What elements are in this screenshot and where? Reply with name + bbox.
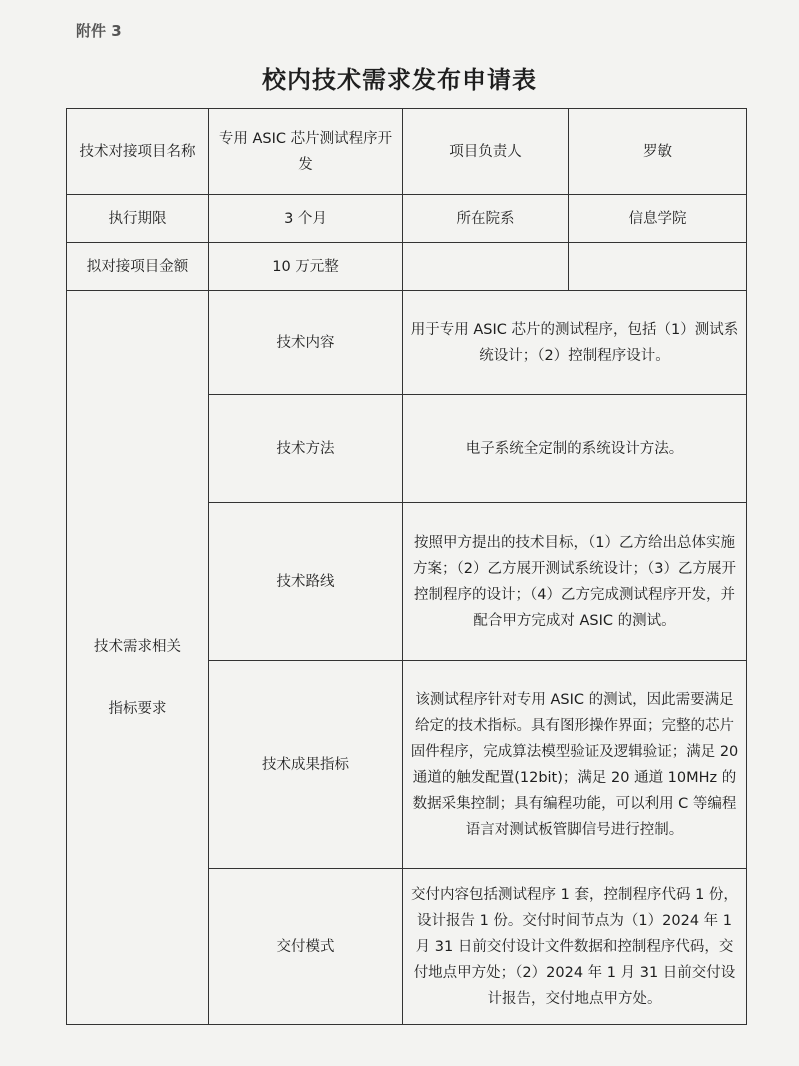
application-form-table (66, 108, 747, 1025)
dept-label: 所在院系 (403, 195, 569, 243)
tech-result-text: 该测试程序针对专用 ASIC 的测试，因此需要满足给定的技术指标。具有图形操作界面；完整的芯片固件程序，完成算法模型验证及逻辑验证；满足 20 通道的触发配置(12bit)；满足 20 通道 10MHz 的数据采集控制；具有编程功能，可以利用 C 等编程语言对测试板管脚信号进行控制。 (403, 661, 747, 869)
tech-route-label: 技术路线 (209, 503, 403, 661)
delivery-label: 交付模式 (209, 869, 403, 1025)
form-title: 校内技术需求发布申请表 (262, 66, 537, 94)
tech-content-text-body: 用于专用 ASIC 芯片的测试程序，包括（1）测试系统设计；（2）控制程序设计。 (410, 321, 739, 364)
amount-value: 10 万元整 (209, 243, 403, 291)
table-row (67, 195, 747, 243)
amount-label: 拟对接项目金额 (67, 243, 209, 291)
tech-route-text: 按照甲方提出的技术目标，（1）乙方给出总体实施方案；（2）乙方展开测试系统设计；（3）乙方展开控制程序的设计；（4）乙方完成测试程序开发，并配合甲方完成对 ASIC 的测试。 (403, 503, 747, 661)
requirements-label-line1: 技术需求相关 (94, 638, 181, 655)
tech-content-text (403, 291, 747, 395)
table-row (67, 291, 747, 395)
requirements-group-label (67, 291, 209, 1025)
period-value: 3 个月 (209, 195, 403, 243)
tech-result-label: 技术成果指标 (209, 661, 403, 869)
project-name-value: 专用 ASIC 芯片测试程序开发 (209, 109, 403, 195)
amount-extra-cell-1 (403, 243, 569, 291)
table-row (67, 243, 747, 291)
leader-value: 罗敏 (569, 109, 747, 195)
project-name-label: 技术对接项目名称 (67, 109, 209, 195)
tech-content-label: 技术内容 (209, 291, 403, 395)
amount-extra-cell-2 (569, 243, 747, 291)
delivery-text: 交付内容包括测试程序 1 套，控制程序代码 1 份，设计报告 1 份。交付时间节点为（1）2024 年 1 月 31 日前交付设计文件数据和控制程序代码，交付地点甲方处；（2）2024 年 1 月 31 日前交付设计报告，交付地点甲方处。 (403, 869, 747, 1025)
tech-method-label: 技术方法 (209, 395, 403, 503)
dept-value: 信息学院 (569, 195, 747, 243)
attachment-label: 附件 3 (76, 22, 122, 40)
requirements-label-line2: 指标要求 (108, 700, 167, 717)
tech-method-text (403, 395, 747, 503)
period-label: 执行期限 (67, 195, 209, 243)
table-row (67, 109, 747, 195)
leader-label: 项目负责人 (403, 109, 569, 195)
tech-method-text-body: 电子系统全定制的系统设计方法。 (465, 440, 684, 457)
